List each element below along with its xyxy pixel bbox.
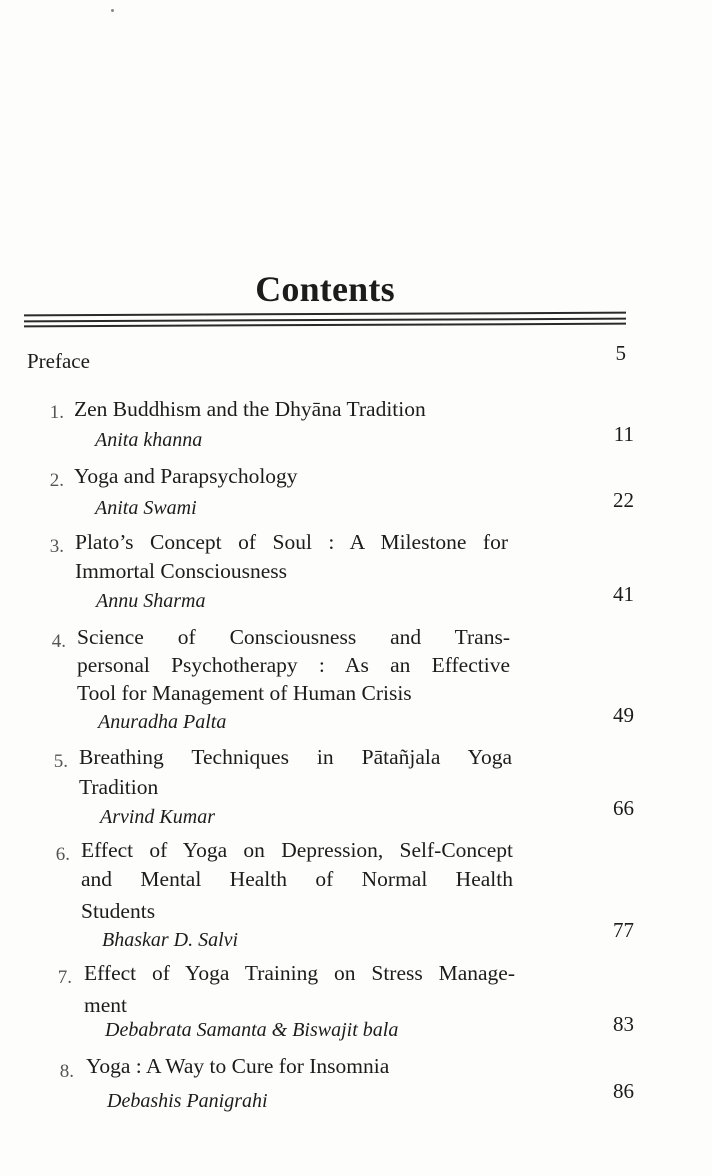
page-title: Contents — [255, 269, 395, 309]
entry-author: Annu Sharma — [96, 590, 206, 612]
entry-title-line: Breathing Techniques in Pātañjala Yoga — [79, 745, 512, 769]
entry-title-line: Students — [81, 899, 156, 923]
entry-author: Bhaskar D. Salvi — [102, 929, 239, 951]
entry-title-line: and Mental Health of Normal Health — [81, 867, 513, 891]
preface-label: Preface — [27, 349, 90, 373]
entry-number: 8. — [59, 1061, 74, 1082]
entry-author: Debabrata Samanta & Biswajit bala — [105, 1019, 399, 1041]
entry-author: Anuradha Palta — [98, 711, 227, 733]
entry-author: Anita Swami — [95, 497, 197, 519]
entry-page-number: 41 — [613, 582, 634, 606]
entry-number: 1. — [49, 402, 64, 423]
entry-title-line: Tool for Management of Human Crisis — [77, 681, 412, 705]
entry-title-line: Yoga : A Way to Cure for Insomnia — [86, 1054, 390, 1078]
preface-page-number: 5 — [615, 341, 626, 365]
entry-page-number: 83 — [613, 1012, 634, 1036]
entry-title-line: Science of Consciousness and Trans- — [77, 625, 510, 649]
title-rule — [24, 318, 626, 322]
entry-number: 4. — [51, 631, 66, 652]
entry-number: 2. — [49, 470, 64, 491]
entry-number: 7. — [57, 967, 72, 988]
entry-title-line: Immortal Consciousness — [75, 559, 287, 583]
entry-page-number: 49 — [613, 703, 634, 727]
entry-title-line: ment — [84, 993, 127, 1017]
paper-speck — [111, 9, 114, 12]
entry-title-line: Plato’s Concept of Soul : A Milestone for — [75, 530, 508, 554]
entry-number: 6. — [55, 844, 70, 865]
title-rule — [24, 312, 626, 316]
entry-author: Anita khanna — [95, 429, 203, 451]
entry-author: Arvind Kumar — [100, 806, 215, 828]
entry-title-line: Effect of Yoga Training on Stress Manage- — [84, 961, 515, 985]
entry-title-line: Tradition — [79, 775, 159, 799]
entry-number: 3. — [49, 536, 64, 557]
title-rule — [24, 323, 626, 327]
entry-author: Debashis Panigrahi — [107, 1090, 268, 1112]
entry-page-number: 86 — [613, 1079, 634, 1103]
entry-title-line: Zen Buddhism and the Dhyāna Tradition — [74, 397, 426, 421]
entry-number: 5. — [53, 751, 68, 772]
entry-page-number: 11 — [613, 422, 634, 446]
entry-title-line: Effect of Yoga on Depression, Self-Concept — [81, 838, 513, 862]
entry-title-line: personal Psychotherapy : As an Effective — [77, 653, 510, 677]
entry-title-line: Yoga and Parapsychology — [74, 464, 298, 488]
entry-page-number: 66 — [613, 796, 634, 820]
entry-page-number: 77 — [613, 918, 634, 942]
entry-page-number: 22 — [613, 488, 634, 512]
